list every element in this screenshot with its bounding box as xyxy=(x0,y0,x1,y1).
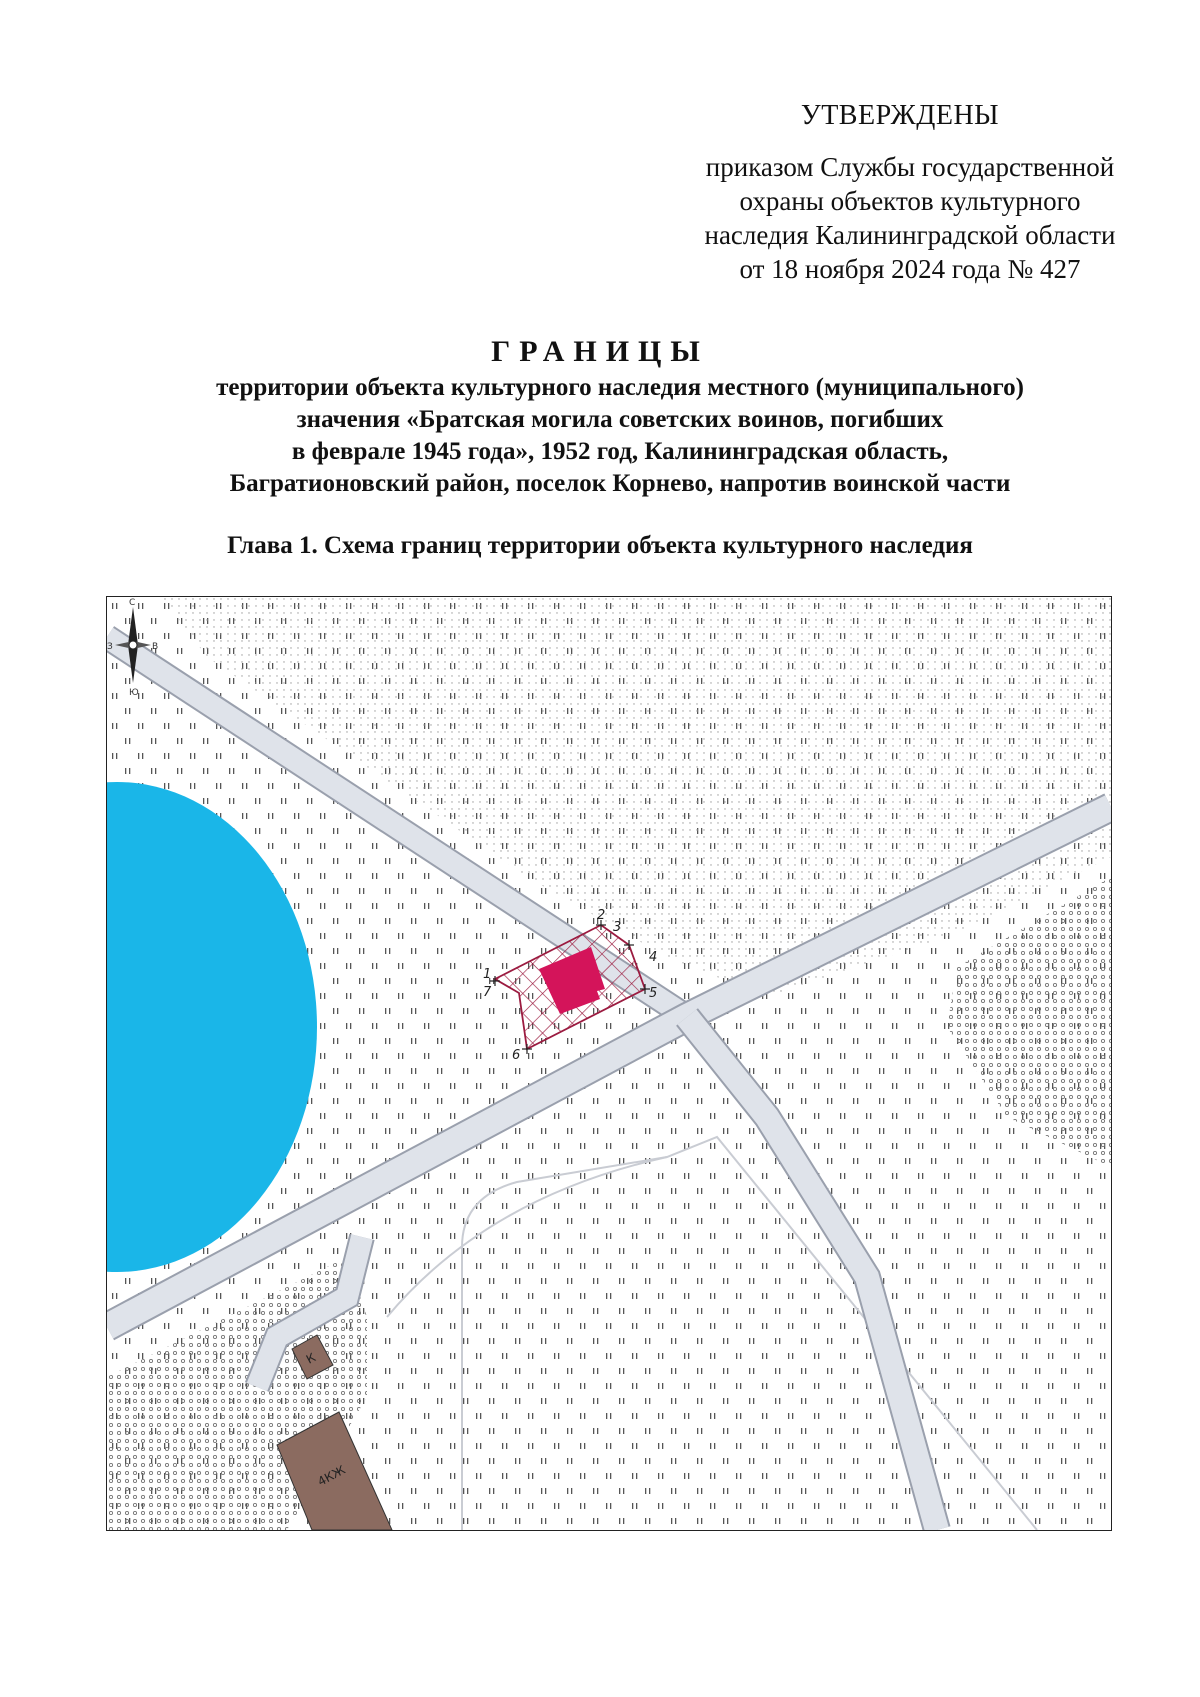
compass-south-label: Ю xyxy=(129,688,139,698)
compass-east-label: В xyxy=(152,642,159,652)
compass-north-label: С xyxy=(129,598,136,608)
building-large-label: 4КЖ xyxy=(315,1462,348,1489)
chapter-heading: Глава 1. Схема границ территории объекта культурного наследия xyxy=(227,532,973,559)
boundary-point-label: 5 xyxy=(649,986,658,1001)
subtitle-line: значения «Братская могила советских воинов, погибших xyxy=(296,406,944,433)
boundary-point-label: 7 xyxy=(483,985,492,1000)
boundary-point-label: 1 xyxy=(483,967,492,982)
approval-title: УТВЕРЖДЕНЫ xyxy=(800,100,1000,131)
subtitle-line: Багратионовский район, поселок Корнево, напротив воинской части xyxy=(229,470,1011,497)
boundary-map xyxy=(106,596,1112,1531)
boundary-point-label: 6 xyxy=(512,1048,521,1063)
approval-line: приказом Службы государственной xyxy=(705,152,1115,182)
compass-west-label: З xyxy=(107,642,113,652)
approval-line: от 18 ноября 2024 года № 427 xyxy=(739,254,1081,284)
document-subtitle xyxy=(160,372,1080,500)
approval-line: охраны объектов культурного xyxy=(739,186,1081,216)
boundary-point-label: 2 xyxy=(597,908,606,923)
boundary-point-label: 3 xyxy=(613,920,622,935)
subtitle-line: территории объекта культурного наследия местного (муниципального) xyxy=(216,374,1024,401)
approval-block xyxy=(660,150,1160,286)
boundary-point-label: 4 xyxy=(649,950,658,965)
subtitle-line: в феврале 1945 года», 1952 год, Калининградская область, xyxy=(291,438,949,465)
approval-line: наследия Калининградской области xyxy=(704,220,1116,250)
document-title: ГРАНИЦЫ xyxy=(491,335,709,368)
building-small-label: К xyxy=(303,1350,318,1367)
